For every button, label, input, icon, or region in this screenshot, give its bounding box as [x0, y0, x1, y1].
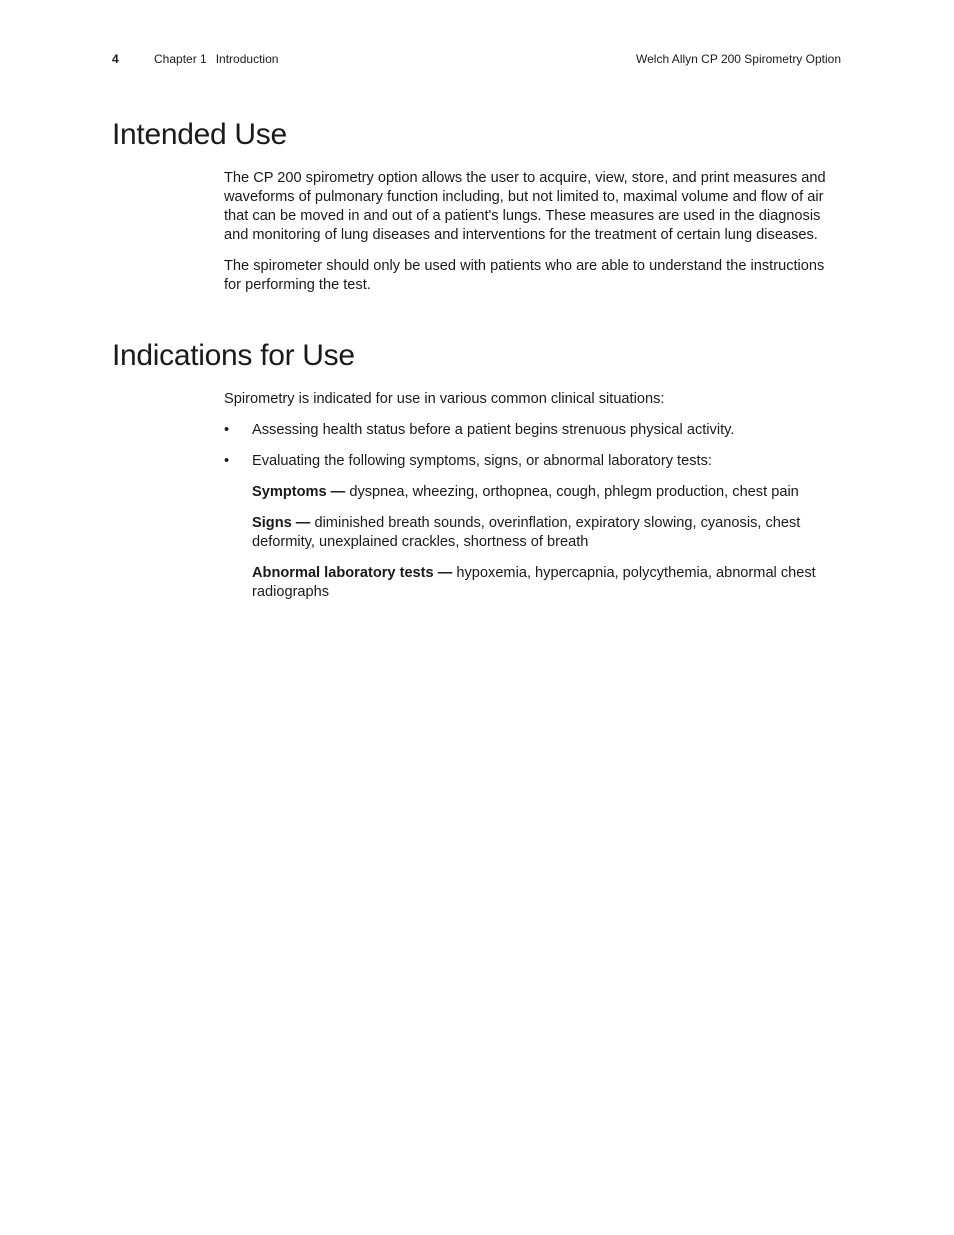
signs-entry — [252, 514, 844, 552]
indications-body — [224, 390, 844, 614]
list-item — [224, 421, 844, 440]
symptoms-entry — [252, 483, 844, 502]
list-item-text: Assessing health status before a patient begins strenuous physical activity. — [252, 422, 735, 438]
running-header — [112, 52, 841, 70]
chapter-number: Chapter 1 — [154, 52, 207, 66]
chapter-title: Introduction — [215, 52, 279, 66]
intended-use-heading: Intended Use — [112, 118, 287, 151]
indications-intro: Spirometry is indicated for use in various common clinical situations: — [224, 391, 665, 407]
list-item-text: Evaluating the following symptoms, signs, or abnormal laboratory tests: — [252, 453, 712, 469]
signs-text: diminished breath sounds, overinflation, expiratory slowing, cyanosis, chest deformity, unexplained crackles, shortness of breath — [252, 515, 801, 550]
document-title: Welch Allyn CP 200 Spirometry Option — [636, 52, 841, 66]
list-item — [224, 452, 844, 471]
bullet-icon: • — [224, 453, 230, 469]
intended-use-body — [224, 169, 844, 307]
lab-tests-entry — [252, 564, 844, 602]
intended-use-paragraph: The CP 200 spirometry option allows the user to acquire, view, store, and print measures and waveforms of pulmonary function including, but not limited to, maximal volume and flow of air that can be moved in and out of a patient's lungs. These measures are used in the diagnosis and monitoring of lung diseases and interventions for the treatment of certain lung diseases. — [224, 170, 826, 243]
symptoms-term: Symptoms — — [252, 484, 346, 500]
lab-tests-term: Abnormal laboratory tests — — [252, 565, 453, 581]
symptoms-text: dyspnea, wheezing, orthopnea, cough, phlegm production, chest pain — [349, 484, 799, 500]
signs-term: Signs — — [252, 515, 311, 531]
chapter-label — [154, 52, 278, 66]
bullet-icon: • — [224, 422, 230, 438]
page-number: 4 — [112, 52, 119, 66]
evaluation-categories — [252, 483, 844, 602]
lab-tests-text: hypoxemia, hypercapnia, polycythemia, abnormal chest radiographs — [252, 565, 816, 600]
indications-heading: Indications for Use — [112, 339, 355, 372]
intended-use-paragraph: The spirometer should only be used with patients who are able to understand the instructions for performing the test. — [224, 258, 825, 293]
indications-list — [224, 421, 844, 471]
